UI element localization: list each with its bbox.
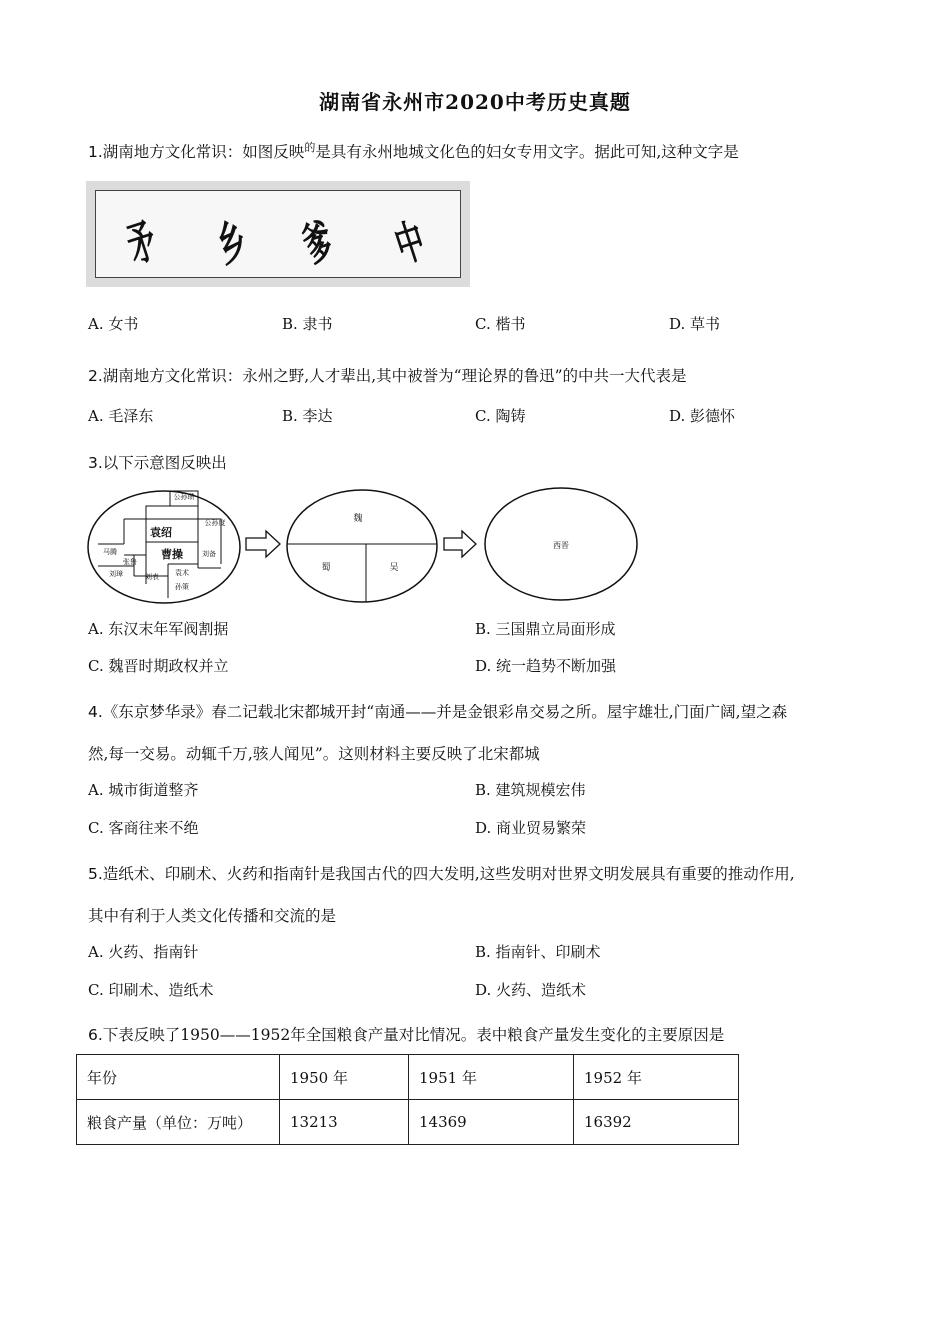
- option-a[interactable]: A. 女书: [88, 315, 139, 333]
- table-header-cell: 年份: [77, 1055, 280, 1100]
- question-number: 2.: [88, 367, 103, 385]
- diagram-label: 公孙度: [204, 519, 226, 527]
- table-row: [77, 1055, 739, 1100]
- diagram-label: 孙策: [175, 583, 189, 591]
- diagram-label: 曹操: [161, 548, 183, 561]
- question-6: [88, 1023, 724, 1045]
- table-row: [77, 1100, 739, 1145]
- diagram-label: 西晋: [553, 541, 569, 550]
- option-a[interactable]: A. 火药、指南针: [88, 943, 199, 961]
- question-text: 《东京梦华录》春二记载北宋都城开封“南通——并是金银彩帛交易之所。屋宇雄壮,门面广阔,望之森: [102, 703, 788, 721]
- option-b[interactable]: B. 指南针、印刷术: [475, 943, 601, 961]
- table-header-cell: 1952 年: [574, 1055, 739, 1100]
- question-number: 5.: [88, 865, 103, 883]
- question-text: 造纸术、印刷术、火药和指南针是我国古代的四大发明,这些发明对世界文明发展具有重要的推动作用,: [102, 865, 795, 883]
- question-4: [88, 700, 787, 722]
- question-3: [88, 451, 227, 473]
- superscript-text: 的: [304, 141, 316, 154]
- diagram-label: 蜀: [321, 563, 331, 573]
- option-a[interactable]: A. 毛泽东: [88, 407, 154, 425]
- question-number: 4.: [88, 703, 103, 721]
- table-header-cell: 1950 年: [280, 1055, 409, 1100]
- question-number: 3.: [88, 454, 103, 472]
- arrow-icon: [246, 531, 280, 557]
- nushu-glyph: 矛: [120, 212, 164, 273]
- diagram-label: 吴: [389, 563, 399, 573]
- question-5: [88, 862, 795, 884]
- option-a[interactable]: A. 东汉末年军阀割据: [88, 620, 229, 638]
- option-c[interactable]: C. 陶铸: [475, 407, 526, 425]
- option-b[interactable]: B. 三国鼎立局面形成: [475, 620, 616, 638]
- question-text: 湖南地方文化常识：永州之野,人才辈出,其中被誉为“理论界的鲁迅”的中共一大代表是: [102, 367, 687, 385]
- option-c[interactable]: C. 印刷术、造纸术: [88, 981, 214, 999]
- diagram-label: 马腾: [103, 548, 117, 556]
- option-d[interactable]: D. 火药、造纸术: [475, 981, 587, 999]
- table-cell: 粮食产量（单位：万吨）: [77, 1100, 280, 1145]
- option-d[interactable]: D. 商业贸易繁荣: [475, 819, 587, 837]
- option-d[interactable]: D. 草书: [669, 315, 721, 333]
- diagram-label: 张鲁: [123, 558, 137, 566]
- diagram-label: 刘璋: [109, 570, 123, 578]
- question-text: 然,每一交易。动辄千万,骇人闻见”。这则材料主要反映了北宋都城: [88, 745, 540, 763]
- question-text: 以下示意图反映出: [102, 454, 227, 472]
- warlords-circle: [88, 491, 240, 603]
- three-kingdoms-diagram: [86, 486, 646, 606]
- arrow-icon: [444, 531, 476, 557]
- question-1: [88, 140, 739, 162]
- nushu-glyph: 乡: [210, 212, 254, 273]
- option-c[interactable]: C. 魏晋时期政权并立: [88, 657, 229, 675]
- question-2: [88, 364, 687, 386]
- question-text: 湖南地方文化常识：如图反映: [102, 143, 305, 161]
- diagram-label: 刘表: [145, 573, 159, 581]
- option-b[interactable]: B. 隶书: [282, 315, 333, 333]
- diagram-label: 刘备: [202, 550, 216, 558]
- question-text: 下表反映了1950——1952年全国粮食产量对比情况。表中粮食产量发生变化的主要原因是: [102, 1026, 725, 1044]
- nushu-script-photo: [86, 181, 470, 287]
- question-text: 其中有利于人类文化传播和交流的是: [88, 907, 337, 925]
- question-number: 1.: [88, 143, 103, 161]
- option-d[interactable]: D. 彭德怀: [669, 407, 736, 425]
- grain-output-table: [76, 1054, 739, 1145]
- three-kingdoms-circle: [287, 490, 437, 602]
- option-c[interactable]: C. 客商往来不绝: [88, 819, 199, 837]
- table-header-cell: 1951 年: [409, 1055, 574, 1100]
- diagram-label: 袁绍: [150, 526, 172, 539]
- diagram-label: 魏: [353, 514, 363, 524]
- table-cell: 13213: [280, 1100, 409, 1145]
- diagram-label: 袁术: [175, 569, 189, 577]
- option-d[interactable]: D. 统一趋势不断加强: [475, 657, 617, 675]
- question-number: 6.: [88, 1026, 103, 1044]
- option-b[interactable]: B. 李达: [282, 407, 333, 425]
- page-title: 湖南省永州市2020中考历史真题: [319, 90, 631, 114]
- nushu-glyph: 爹: [296, 212, 340, 273]
- table-cell: 14369: [409, 1100, 574, 1145]
- option-c[interactable]: C. 楷书: [475, 315, 526, 333]
- diagram-label: 公孙瓒: [173, 493, 195, 501]
- table-cell: 16392: [574, 1100, 739, 1145]
- option-b[interactable]: B. 建筑规模宏伟: [475, 781, 586, 799]
- nushu-glyph: 中: [388, 212, 432, 273]
- option-a[interactable]: A. 城市街道整齐: [88, 781, 199, 799]
- question-text: 是具有永州地城文化色的妇女专用文字。据此可知,这种文字是: [315, 143, 739, 161]
